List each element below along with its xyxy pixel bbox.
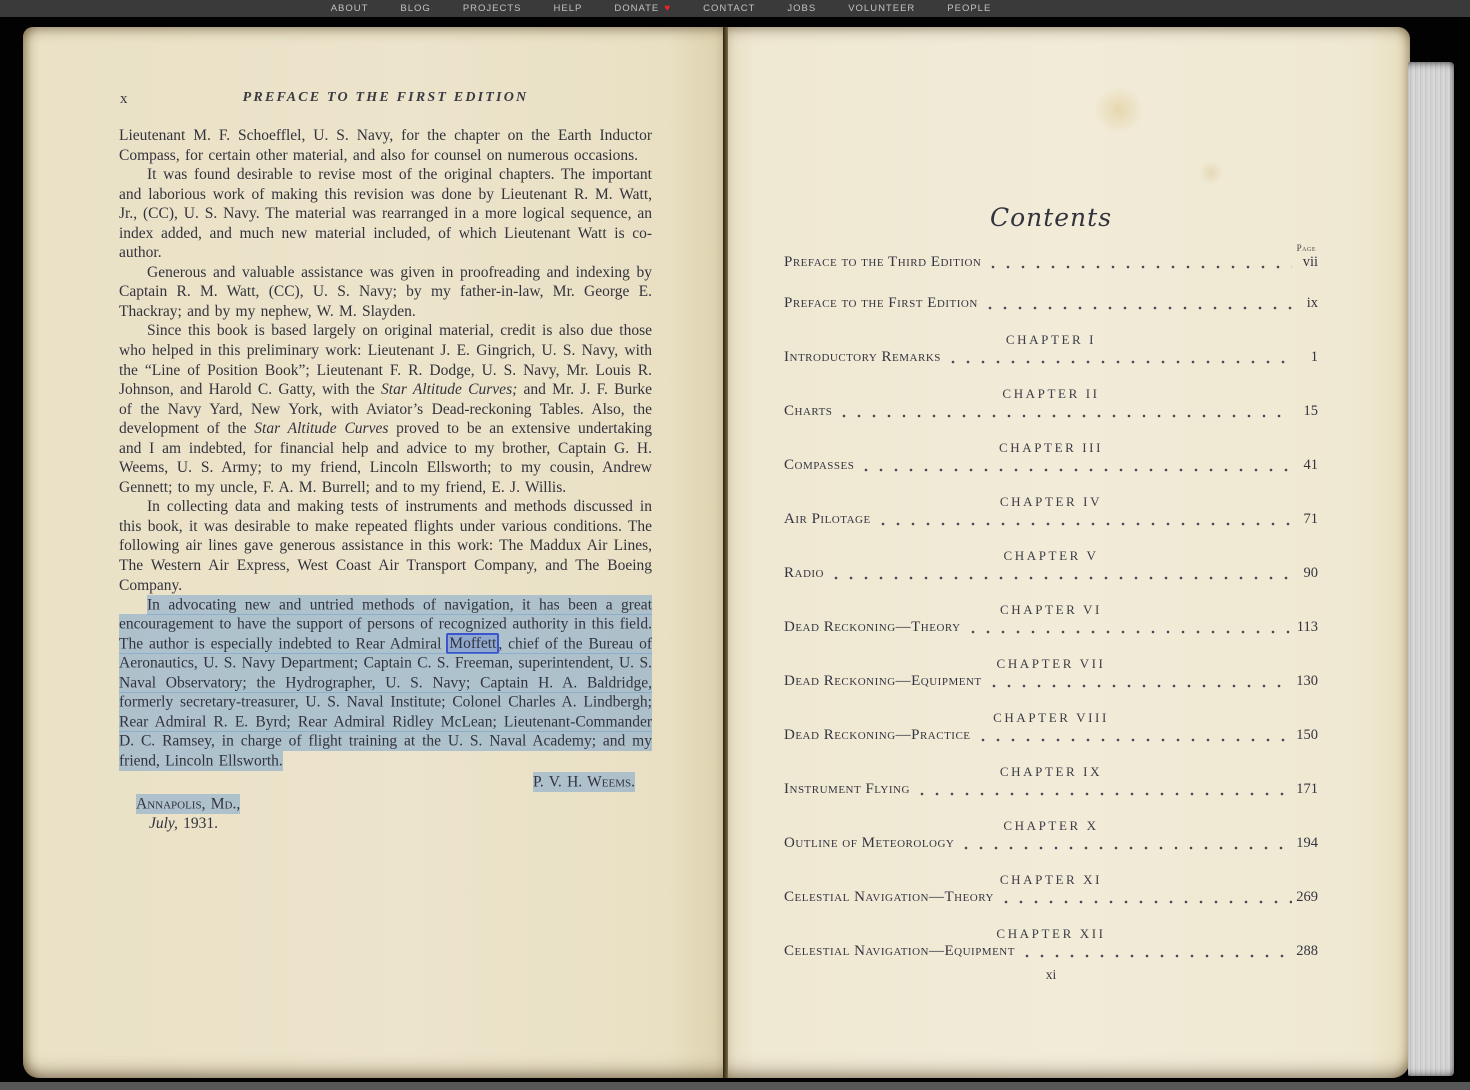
heart-icon: ♥ — [664, 2, 672, 14]
toc-label: Radio — [784, 565, 824, 581]
toc-entry — [784, 548, 1318, 584]
chapter-heading: CHAPTER VIII — [993, 710, 1109, 725]
chapter-heading: CHAPTER IX — [999, 764, 1103, 779]
date-line — [119, 814, 652, 834]
nav-donate[interactable] — [614, 3, 671, 14]
toc-entry — [784, 332, 1318, 368]
toc-page-number: 113 — [1296, 619, 1318, 635]
dot-leader — [971, 629, 1292, 635]
page-stain — [1198, 162, 1224, 184]
nav-about[interactable]: ABOUT — [330, 3, 369, 14]
dot-leader — [881, 521, 1292, 527]
dot-leader — [992, 683, 1292, 689]
toc-page-number: 171 — [1296, 781, 1318, 797]
top-nav-bar — [0, 0, 1470, 17]
text-selection — [119, 595, 652, 771]
toc-page-number: 90 — [1303, 565, 1318, 581]
chapter-heading: CHAPTER II — [1002, 386, 1100, 401]
toc-label: Preface to the Third Edition — [784, 254, 982, 270]
toc-page-number: 288 — [1296, 943, 1318, 959]
toc-label: Introductory Remarks — [784, 349, 941, 365]
page-stain — [1093, 87, 1145, 133]
chapter-heading: CHAPTER IV — [999, 494, 1103, 509]
toc-label: Charts — [784, 403, 833, 419]
toc-entry — [784, 440, 1318, 476]
page-number-right: xi — [1045, 967, 1057, 982]
paragraph-3: Generous and valuable assistance was given in proofreading and indexing by Captain R. M. Watt, (CC), U. S. Navy; by my father-in-law, Mr. George E. Thackray; and by my nephew, W. M. Slayden. — [119, 263, 652, 320]
book-spread — [23, 27, 1410, 1078]
toc-entry — [784, 386, 1318, 422]
toc-entry — [784, 602, 1318, 638]
page-left — [23, 27, 723, 1078]
chapter-heading: CHAPTER V — [1003, 548, 1099, 563]
search-match-moffett[interactable]: Moffett — [446, 633, 499, 654]
toc-page-number: 194 — [1296, 835, 1318, 851]
bottom-bar — [0, 1082, 1470, 1090]
nav-volunteer[interactable]: VOLUNTEER — [848, 3, 916, 14]
page-column-label: Page — [1296, 243, 1316, 253]
dot-leader — [834, 575, 1292, 581]
toc-label: Dead Reckoning—Practice — [784, 727, 971, 743]
page-right — [728, 27, 1410, 1078]
page-edges[interactable] — [1408, 62, 1454, 1076]
text-run: Since this book is based largely on original material, credit is also due those who helped in this preliminary work: Lieutenant J. E. Gingrich, U. S. Navy, with the “Line of Position Book”; Lieutenant F. R. Dodge, U. S. Navy, Mr. Louis R. Johnson, and Harold C. Gatty, with the — [119, 322, 652, 399]
toc-page-number: 130 — [1296, 673, 1318, 689]
text-run: , chief of the Bureau of Aeronautics, U. S. Navy Department; Captain C. S. Freeman, superintendent, U. S. Naval Observatory; the Hydrographer, U. S. Navy; Captain H. A. Baldridge, formerly secretary-treasurer, U. S. Naval Institute; Colonel Charles A. Lindbergh; Rear Admiral R. E. Byrd; Rear Admiral Ridley McLean; Lieutenant-Commander D. C. Ramsey, in charge of flight training at the U. S. Naval Academy; and my friend, Lincoln Ellsworth. — [119, 635, 652, 770]
place-line — [119, 795, 652, 815]
toc-entry — [784, 494, 1318, 530]
toc-label: Outline of Meteorology — [784, 835, 955, 851]
paragraph-5: In collecting data and making tests of instruments and methods discussed in this book, it was desirable to make repeated flights under various conditions. The following air lines gave generous assistance in this work: The Maddux Air Lines, The Western Air Express, West Coast Air Transport Company, and The Boeing Company. — [119, 498, 652, 594]
date-month: July, — [149, 815, 178, 833]
chapter-heading: CHAPTER I — [1005, 332, 1097, 347]
contents-title: Contents — [989, 203, 1113, 232]
nav-projects[interactable]: PROJECTS — [462, 3, 522, 14]
dot-leader — [988, 305, 1292, 311]
toc-label: Preface to the First Edition — [784, 295, 978, 311]
chapter-heading: CHAPTER VII — [996, 656, 1106, 671]
dot-leader — [981, 737, 1292, 743]
toc-label: Dead Reckoning—Theory — [784, 619, 961, 635]
toc-label: Celestial Navigation—Theory — [784, 889, 994, 905]
preface-text — [119, 126, 652, 834]
toc-label: Instrument Flying — [784, 781, 910, 797]
toc-label: Compasses — [784, 457, 855, 473]
nav-contact[interactable]: CONTACT — [703, 3, 756, 14]
chapter-heading: CHAPTER III — [998, 440, 1104, 455]
toc-page-number: 71 — [1303, 511, 1318, 527]
chapter-heading: CHAPTER XII — [996, 926, 1106, 941]
toc-page-number: 15 — [1303, 403, 1318, 419]
paragraph-2: It was found desirable to revise most of the original chapters. The important and laborious work of making this revision was done by Lieutenant R. M. Watt, Jr., (CC), U. S. Navy. The material was rearranged in a more logical sequence, an index added, and much new material included, of which Lieutenant Watt is co-author. — [119, 166, 652, 262]
paragraph-4 — [119, 321, 652, 497]
date-year: 1931. — [177, 815, 218, 833]
toc-entry — [784, 926, 1318, 962]
toc-entry — [784, 295, 1318, 314]
toc-entry — [784, 764, 1318, 800]
toc-entry — [784, 818, 1318, 854]
nav-jobs[interactable]: JOBS — [787, 3, 817, 14]
dot-leader — [964, 845, 1292, 851]
chapter-heading: CHAPTER X — [1003, 818, 1099, 833]
signature-line — [119, 772, 652, 792]
italic-title: Star Altitude Curves; — [381, 381, 518, 399]
toc-label: Celestial Navigation—Equipment — [784, 943, 1015, 959]
toc-page-number: ix — [1306, 295, 1318, 311]
dot-leader — [920, 791, 1292, 797]
nav-people[interactable]: PEOPLE — [947, 3, 992, 14]
dot-leader — [951, 359, 1292, 365]
toc-entry — [784, 872, 1318, 908]
chapter-heading: CHAPTER XI — [999, 872, 1103, 887]
toc-entry — [784, 254, 1318, 273]
toc-label: Dead Reckoning—Equipment — [784, 673, 982, 689]
toc-entry — [784, 656, 1318, 692]
dot-leader — [991, 264, 1292, 270]
dot-leader — [1004, 899, 1292, 905]
toc-page-number: 41 — [1303, 457, 1318, 473]
toc-page-number: 1 — [1310, 349, 1318, 365]
toc-label: Air Pilotage — [784, 511, 871, 527]
dot-leader — [864, 467, 1292, 473]
page-header: PREFACE TO THE FIRST EDITION — [242, 90, 529, 105]
paragraph-1: Lieutenant M. F. Schoefflel, U. S. Navy, for the chapter on the Earth Inductor Compass, for certain other material, and also for counsel on numerous occasions. — [119, 127, 652, 164]
place-text: Annapolis, Md., — [136, 795, 241, 813]
table-of-contents — [784, 243, 1318, 983]
text-run: and Mr. J. F. Burke of the Navy Yard, New York, with Aviator’s Dead-reckoning Tables. Also, the development of the — [119, 381, 652, 438]
chapter-heading: CHAPTER VI — [1000, 602, 1102, 617]
page-number-left: x — [120, 91, 128, 107]
italic-title: Star Altitude Curves — [254, 420, 389, 438]
text-run: proved to be an extensive undertaking and I am indebted, for financial help and advice to my brother, Captain G. H. Weems, U. S. Army; to my friend, Lincoln Ellsworth; to my cousin, Andrew Gennett; to my uncle, F. A. M. Burrell; and to my friend, E. J. Willis. — [119, 420, 653, 496]
toc-page-number: 269 — [1296, 889, 1318, 905]
nav-help[interactable]: HELP — [553, 3, 583, 14]
dot-leader — [842, 413, 1292, 419]
author-signature: P. V. H. Weems. — [532, 773, 635, 791]
toc-entry — [784, 710, 1318, 746]
toc-page-number: 150 — [1296, 727, 1318, 743]
toc-page-number: vii — [1302, 254, 1318, 270]
selected-paragraph — [119, 595, 652, 771]
nav-blog[interactable]: BLOG — [400, 3, 431, 14]
dot-leader — [1025, 953, 1292, 959]
nav-donate-label: DONATE — [614, 3, 660, 14]
text-run: In advocating new and untried methods of navigation, it has been a great encouragement to have the support of persons of recognized authority in this field. The author is especially indebted to Rear Admiral — [119, 596, 652, 653]
